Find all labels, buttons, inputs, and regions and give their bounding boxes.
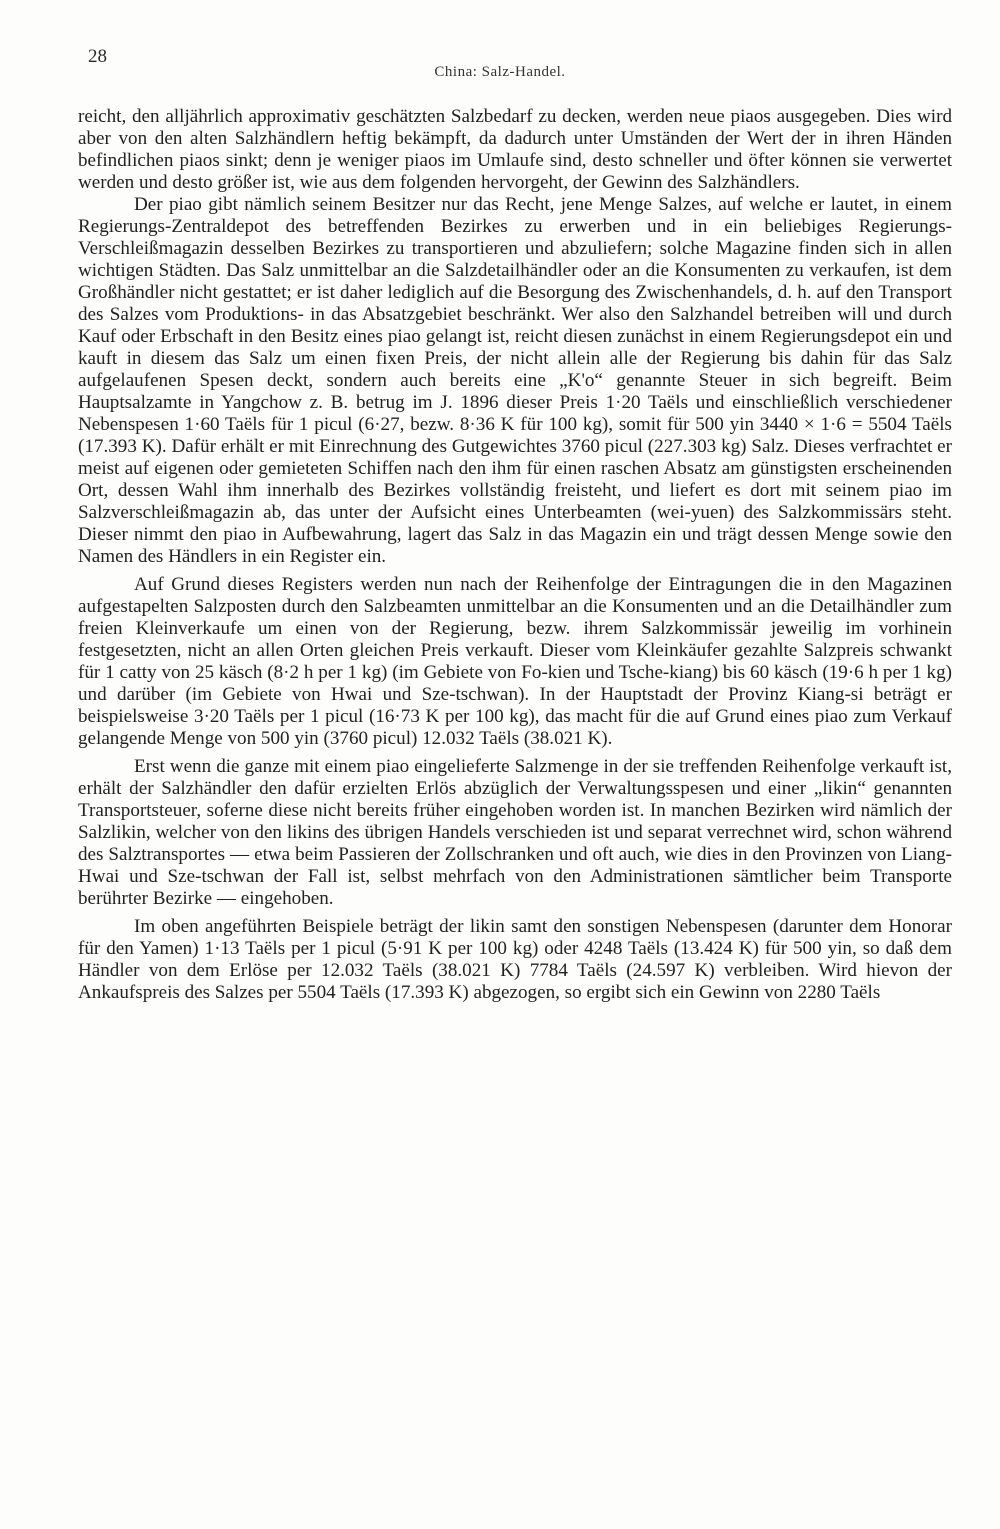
paragraph-register-sales: Auf Grund dieses Registers werden nun nach der Reihenfolge der Eintragungen die in den Magazinen aufgestapelten Salzposten durch den Salzbeamten unmittelbar an die Konsumenten und an die Detailhändler zum freien Kleinverkaufe um einen von der Regierung, bezw. ihrem Salzkommissär jeweilig im vorhinein festgesetzten, nicht an allen Orten gleichen Preis verkauft. Dieser vom Kleinkäufer gezahlte Salzpreis schwankt für 1 catty von 25 käsch (8·2 h per 1 kg) (im Gebiete von Fo-kien und Tsche-kiang) bis 60 käsch (19·6 h per 1 kg) und darüber (im Gebiete von Hwai und Sze-tschwan). In der Hauptstadt der Provinz Kiang-si beträgt er beispielsweise 3·20 Taëls per 1 picul (16·73 K per 100 kg), das macht für die auf Grund eines piao zum Verkauf gelangende Menge von 500 yin (3760 picul) 12.032 Taëls (38.021 K). xyxy=(78,574,952,749)
paragraph-likin-tax: Erst wenn die ganze mit einem piao eingelieferte Salzmenge in der sie treffenden Reihenfolge verkauft ist, erhält der Salzhändler den dafür erzielten Erlös abzüglich der Verwaltungsspesen und einer „likin“ genannten Transportsteuer, soferne diese nicht bereits früher eingehoben worden ist. In manchen Bezirken wird nämlich der Salzlikin, welcher von den likins des übrigen Handels verschieden ist und separat verrechnet wird, schon während des Salztransportes — etwa beim Passieren der Zollschranken und oft auch, wie dies in den Provinzen von Liang-Hwai und Sze-tschwan der Fall ist, selbst mehrfach von den Administrationen sämtlicher beim Transporte berührter Bezirke — eingehoben. xyxy=(78,756,952,909)
body-text xyxy=(78,106,952,1004)
paragraph-piao-rights: Der piao gibt nämlich seinem Besitzer nur das Recht, jene Menge Salzes, auf welche er lautet, in einem Regierungs-Zentraldepot des betreffenden Bezirkes zu erwerben und in ein beliebiges Regierungs-Verschleißmagazin desselben Bezirkes zu transportieren und abzuliefern; solche Magazine finden sich in allen wichtigen Städten. Das Salz unmittelbar an die Salzdetailhändler oder an die Konsumenten zu verkaufen, ist dem Großhändler nicht gestattet; er ist daher lediglich auf die Besorgung des Zwischenhandels, d. h. auf den Transport des Salzes vom Produktions- in das Absatzgebiet beschränkt. Wer also den Salzhandel betreiben will und durch Kauf oder Erbschaft in den Besitz eines piao gelangt ist, reicht diesen zunächst in einem Regierungsdepot ein und kauft in diesem das Salz um einen fixen Preis, der nicht allein alle der Regierung bis dahin für das Salz aufgelaufenen Spesen deckt, sondern auch bereits eine „K'o“ genannte Steuer in sich begreift. Beim Hauptsalzamte in Yangchow z. B. betrug im J. 1896 dieser Preis 1·20 Taëls und einschließlich verschiedener Nebenspesen 1·60 Taëls für 1 picul (6·27, bezw. 8·36 K für 100 kg), somit für 500 yin 3440 × 1·6 = 5504 Taëls (17.393 K). Dafür erhält er mit Einrechnung des Gutgewichtes 3760 picul (227.303 kg) Salz. Dieses verfrachtet er meist auf eigenen oder gemieteten Schiffen nach den ihm für einen raschen Absatz am günstigsten erscheinenden Ort, dessen Wahl ihm innerhalb des Bezirkes vollständig freisteht, und liefert es dort mit seinem piao im Salzverschleißmagazin ab, das unter der Aufsicht eines Unterbeamten (wei-yuen) des Salzkommissärs steht. Dieser nimmt den piao in Aufbewahrung, lagert das Salz in das Magazin ein und trägt dessen Menge sowie den Namen des Händlers in ein Register ein. xyxy=(78,194,952,567)
running-head: China: Salz-Handel. xyxy=(434,64,566,80)
paragraph-continuation: reicht, den alljährlich approximativ geschätzten Salzbedarf zu decken, werden neue piaos ausgegeben. Dies wird aber von den alten Salzhändlern heftig bekämpft, da dadurch unter Umständen der Wert der in ihren Händen befindlichen piaos sinkt; denn je weniger piaos im Umlaufe sind, desto schneller und öfter können sie verwertet werden und desto größer ist, wie aus dem folgenden hervorgeht, der Gewinn des Salzhändlers. xyxy=(78,106,952,193)
paragraph-example-profit: Im oben angeführten Beispiele beträgt der likin samt den sonstigen Nebenspesen (darunter dem Honorar für den Yamen) 1·13 Taëls per 1 picul (5·91 K per 100 kg) oder 4248 Taëls (13.424 K) für 500 yin, so daß dem Händler von dem Erlöse per 12.032 Taëls (38.021 K) 7784 Taëls (24.597 K) verbleiben. Wird hievon der Ankaufspreis des Salzes per 5504 Taëls (17.393 K) abgezogen, so ergibt sich ein Gewinn von 2280 Taëls xyxy=(78,916,952,1003)
page-number: 28 xyxy=(88,46,107,67)
